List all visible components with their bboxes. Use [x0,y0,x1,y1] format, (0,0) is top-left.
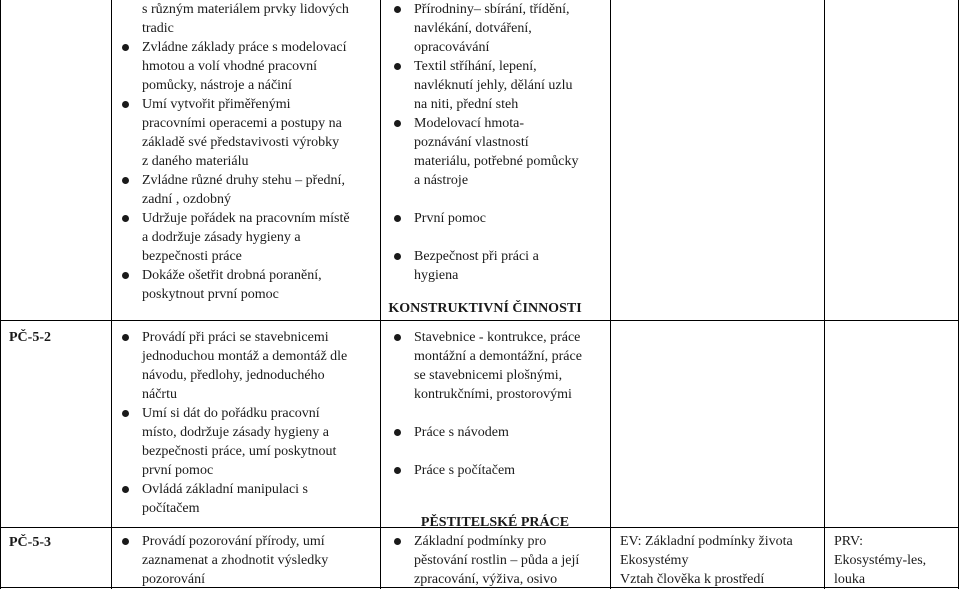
spacer [392,442,608,461]
list-item [392,532,608,589]
list-item-line: Stavebnice - kontrukce, práce [414,330,581,345]
topics-pc-5-2 [392,328,608,480]
bullet-icon [394,215,401,222]
list-item-line: Základní podmínky pro [414,534,547,549]
list-item-line: Textil stříhání, lepení, [414,59,537,74]
bullet-icon [122,272,129,279]
list-item-line: Dokáže ošetřit drobná poranění, [142,268,322,283]
grid-line-right [958,0,959,589]
list-item-line: Zvládne základy práce s modelovací [142,40,347,55]
grid-line-row1 [0,320,959,321]
list-item-line: první pomoc [142,463,214,478]
list-item-line: z daného materiálu [142,154,249,169]
list-item-line: místo, dodržuje zásady hygieny a [142,425,330,440]
list-item-line: navlékání, dotváření, [414,21,532,36]
list-item-line: Práce s návodem [414,425,509,440]
list-item-line: Umí vytvořit přiměřenými [142,97,291,112]
ev-line-3: Vztah člověka k prostředí [620,572,765,587]
topics-top [392,0,608,285]
code-pc-5-3: PČ-5-3 [9,535,51,550]
list-item-line: a nástroje [414,173,469,188]
list-item-line: zaznamenat a zhodnotit výsledky [142,553,329,568]
grid-line-left [0,0,1,589]
list-item-line: na niti, přední steh [414,97,519,112]
list-item-line: kontrukčními, prostorovými [414,387,572,402]
list-item [120,480,378,518]
spacer [392,404,608,423]
cross-curricular-prv [834,532,958,589]
list-item-line: návodu, předlohy, jednoduchého [142,368,325,383]
spacer [392,190,608,209]
list-item-line: pomůcky, nástroje a náčiní [142,78,292,93]
bullet-icon [122,538,129,545]
bullet-icon [122,486,129,493]
list-item [120,328,378,404]
grid-line-col2 [380,0,381,589]
list-item [392,0,608,57]
list-item [120,0,378,38]
code-pc-5-2: PČ-5-2 [9,330,51,345]
list-item-line: Udržuje pořádek na pracovním místě [142,211,350,226]
grid-line-col3 [610,0,611,589]
bullet-icon [122,177,129,184]
outcomes-pc-5-3 [120,532,378,589]
bullet-icon [122,101,129,108]
list-item-line: První pomoc [414,211,486,226]
list-item [392,114,608,190]
list-item-line: bezpečnosti práce, umí poskytnout [142,444,337,459]
list-item-line: Ovládá základní manipulaci s [142,482,308,497]
list-item-line: tradic [142,21,174,36]
list-item-line: základě své představivosti výrobky [142,135,340,150]
outcomes-pc-5-2 [120,328,378,518]
bullet-icon [394,429,401,436]
list-item-line: Provádí pozorování přírody, umí [142,534,325,549]
heading-konstruktivni: KONSTRUKTIVNÍ ČINNOSTI [388,301,582,316]
bullet-icon [122,215,129,222]
bullet-icon [122,334,129,341]
cross-curricular-ev [620,532,824,589]
list-item-line: se stavebnicemi plošnými, [414,368,563,383]
list-item-line: Provádí při práci se stavebnicemi [142,330,329,345]
list-item-line: jednoduchou montáž a demontáž dle [142,349,348,364]
list-item-line: náčrtu [142,387,177,402]
list-item [120,38,378,95]
bullet-icon [394,467,401,474]
list-item [120,209,378,266]
list-item-line: Práce s počítačem [414,463,516,478]
list-item-line: Bezpečnost při práci a [414,249,539,264]
list-item [392,209,608,228]
list-item [392,423,608,442]
list-item-line: počítačem [142,501,200,516]
list-item-line: Modelovací hmota- [414,116,525,131]
grid-line-col4 [824,0,825,589]
list-item-line: bezpečnosti práce [142,249,242,264]
list-item-line: s různým materiálem prvky lidových [142,2,349,17]
list-item [120,171,378,209]
list-item-line: pěstování rostlin – půda a její [414,553,580,568]
outcomes-top [120,0,378,304]
list-item-line: materiálu, potřebné pomůcky [414,154,579,169]
list-item-line: Přírodniny– sbírání, třídění, [414,2,570,17]
list-item [392,461,608,480]
list-item-line: Zvládne různé druhy stehu – přední, [142,173,345,188]
list-item-line: poznávání vlastností [414,135,529,150]
list-item-line: zpracování, výživa, osivo [414,572,558,587]
ev-line-2: Ekosystémy [620,553,689,568]
list-item [392,328,608,404]
ev-line-1: EV: Základní podmínky života [620,534,793,549]
heading-pestitelske: PĚSTITELSKÉ PRÁCE [420,515,570,530]
list-item [120,95,378,171]
list-item-line: pozorování [142,572,205,587]
list-item-line: pracovními operacemi a postupy na [142,116,342,131]
grid-line-col1 [111,0,112,589]
prv-line-2: Ekosystémy-les, [834,553,927,568]
list-item-line: navléknutí jehly, dělání uzlu [414,78,573,93]
list-item-line: Umí si dát do pořádku pracovní [142,406,320,421]
list-item-line: zadní , ozdobný [142,192,232,207]
bullet-icon [394,6,401,13]
list-item-line: a dodržuje zásady hygieny a [142,230,301,245]
prv-line-1: PRV: [834,534,863,549]
topics-pc-5-3 [392,532,608,589]
list-item [392,57,608,114]
bullet-icon [122,410,129,417]
list-item [392,247,608,285]
bullet-icon [394,63,401,70]
bullet-icon [394,538,401,545]
list-item [120,266,378,304]
list-item-line: opracovávání [414,40,490,55]
list-item [120,532,378,589]
prv-line-3: louka [834,572,866,587]
list-item [120,404,378,480]
bullet-icon [122,44,129,51]
list-item-line: hygiena [414,268,459,283]
bullet-icon [394,253,401,260]
list-item-line: poskytnout první pomoc [142,287,279,302]
spacer [392,228,608,247]
bullet-icon [394,120,401,127]
list-item-line: hmotou a volí vhodné pracovní [142,59,317,74]
bullet-icon [394,334,401,341]
list-item-line: montážní a demontážní, práce [414,349,582,364]
